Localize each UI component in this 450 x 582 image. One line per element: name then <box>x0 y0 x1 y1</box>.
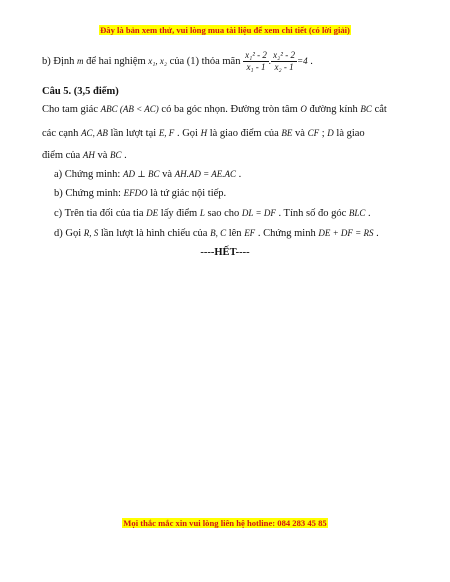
fraction-1-denominator: x₁ - 1 <box>246 62 266 72</box>
math-de: DE <box>146 208 159 218</box>
text: và <box>97 150 108 161</box>
fraction-2 <box>268 50 297 73</box>
text: và <box>162 169 172 180</box>
part-b-line <box>42 50 313 73</box>
math-diameter: BC <box>360 104 372 114</box>
text: và <box>295 128 305 139</box>
math-angle-blc: BLC <box>348 208 366 218</box>
text: . Tính số đo góc <box>278 208 347 219</box>
math-quadrilateral: EFDO <box>123 188 148 198</box>
math-triangle: ABC (AB < AC) <box>100 104 159 114</box>
text: lần lượt là hình chiếu của <box>100 228 208 239</box>
text: . Gọi <box>176 128 198 139</box>
q5-intro-line-2 <box>42 128 365 139</box>
q5-intro-line-1 <box>42 104 387 115</box>
math-bc: BC <box>110 150 122 160</box>
hotline-banner <box>0 518 450 528</box>
math-sum-equality: DE + DF = RS <box>318 228 374 238</box>
text: lên <box>228 228 242 239</box>
math-perpendicular: AD ⊥ BC <box>122 169 160 179</box>
text: đường kính <box>309 104 358 115</box>
text: Cho tam giác <box>42 104 98 115</box>
math-points: E, F <box>158 128 175 138</box>
fraction-2-denominator: x₂ - 1 <box>274 62 294 72</box>
math-roots: x₁, x₂ <box>148 55 167 66</box>
math-center: O <box>300 104 307 114</box>
math-dl-df: DL = DF <box>241 208 276 218</box>
period: . <box>310 55 313 67</box>
text: . Chứng minh <box>257 228 316 239</box>
math-h: H <box>200 128 208 138</box>
multiply-dot: . <box>268 55 272 66</box>
text: là giao điểm của <box>209 128 279 139</box>
text: b) Chứng minh: <box>54 188 121 199</box>
q5-part-c <box>54 208 371 219</box>
math-be: BE <box>281 128 293 138</box>
math-bc-points: B, C <box>210 228 227 238</box>
equation-rhs: =4 <box>297 55 308 66</box>
math-var-m: m <box>77 55 84 66</box>
text: điểm của <box>42 150 81 161</box>
text: cắt <box>374 104 387 115</box>
text: c) Trên tia đối của tia <box>54 208 144 219</box>
hotline-text: Mọi thắc mắc xin vui lòng liên hệ hotline: 084 283 45 85 <box>123 518 327 528</box>
math-rs: R, S <box>83 228 99 238</box>
math-d: D <box>327 128 334 138</box>
text: . <box>368 208 371 219</box>
preview-notice-banner <box>0 25 450 35</box>
text: là giao <box>336 128 365 139</box>
math-sides: AC, AB <box>81 128 108 138</box>
q5-part-a <box>54 169 241 180</box>
preview-notice-text: Đây là bản xem thử, vui lòng mua tài liệu để xem chi tiết (có lời giải) <box>100 25 350 35</box>
q5-intro-line-3 <box>42 150 127 161</box>
end-mark: ----HẾT---- <box>200 247 250 258</box>
math-l: L <box>199 208 205 218</box>
math-ef: EF <box>244 228 256 238</box>
text: d) Gọi <box>54 228 82 239</box>
text: . <box>238 169 242 180</box>
text: lần lượt tại <box>110 128 157 139</box>
text: có ba góc nhọn. Đường tròn tâm <box>161 104 298 115</box>
text: sao cho <box>207 208 240 219</box>
part-b-prefix: b) Định <box>42 55 75 67</box>
text: a) Chứng minh: <box>54 169 121 180</box>
q5-part-d <box>54 228 379 239</box>
text: lấy điểm <box>160 208 198 219</box>
fraction-2-numerator: x₂² - 2 <box>273 50 295 60</box>
math-ah: AH <box>82 150 95 160</box>
fraction-1-numerator: x₁² - 2 <box>245 50 267 60</box>
text: các cạnh <box>42 128 79 139</box>
math-product-equality: AH.AD = AE.AC <box>174 169 237 179</box>
text: ; <box>321 128 325 139</box>
fraction-1 <box>243 50 272 73</box>
q5-part-b <box>54 188 226 199</box>
math-cf: CF <box>307 128 320 138</box>
text: là tứ giác nội tiếp. <box>150 188 227 199</box>
text: . <box>124 150 127 161</box>
part-b-text-2: của (1) thỏa mãn <box>169 55 241 67</box>
text: . <box>376 228 379 239</box>
part-b-text: để hai nghiệm <box>86 55 146 67</box>
question-5-title: Câu 5. (3,5 điểm) <box>42 86 119 97</box>
